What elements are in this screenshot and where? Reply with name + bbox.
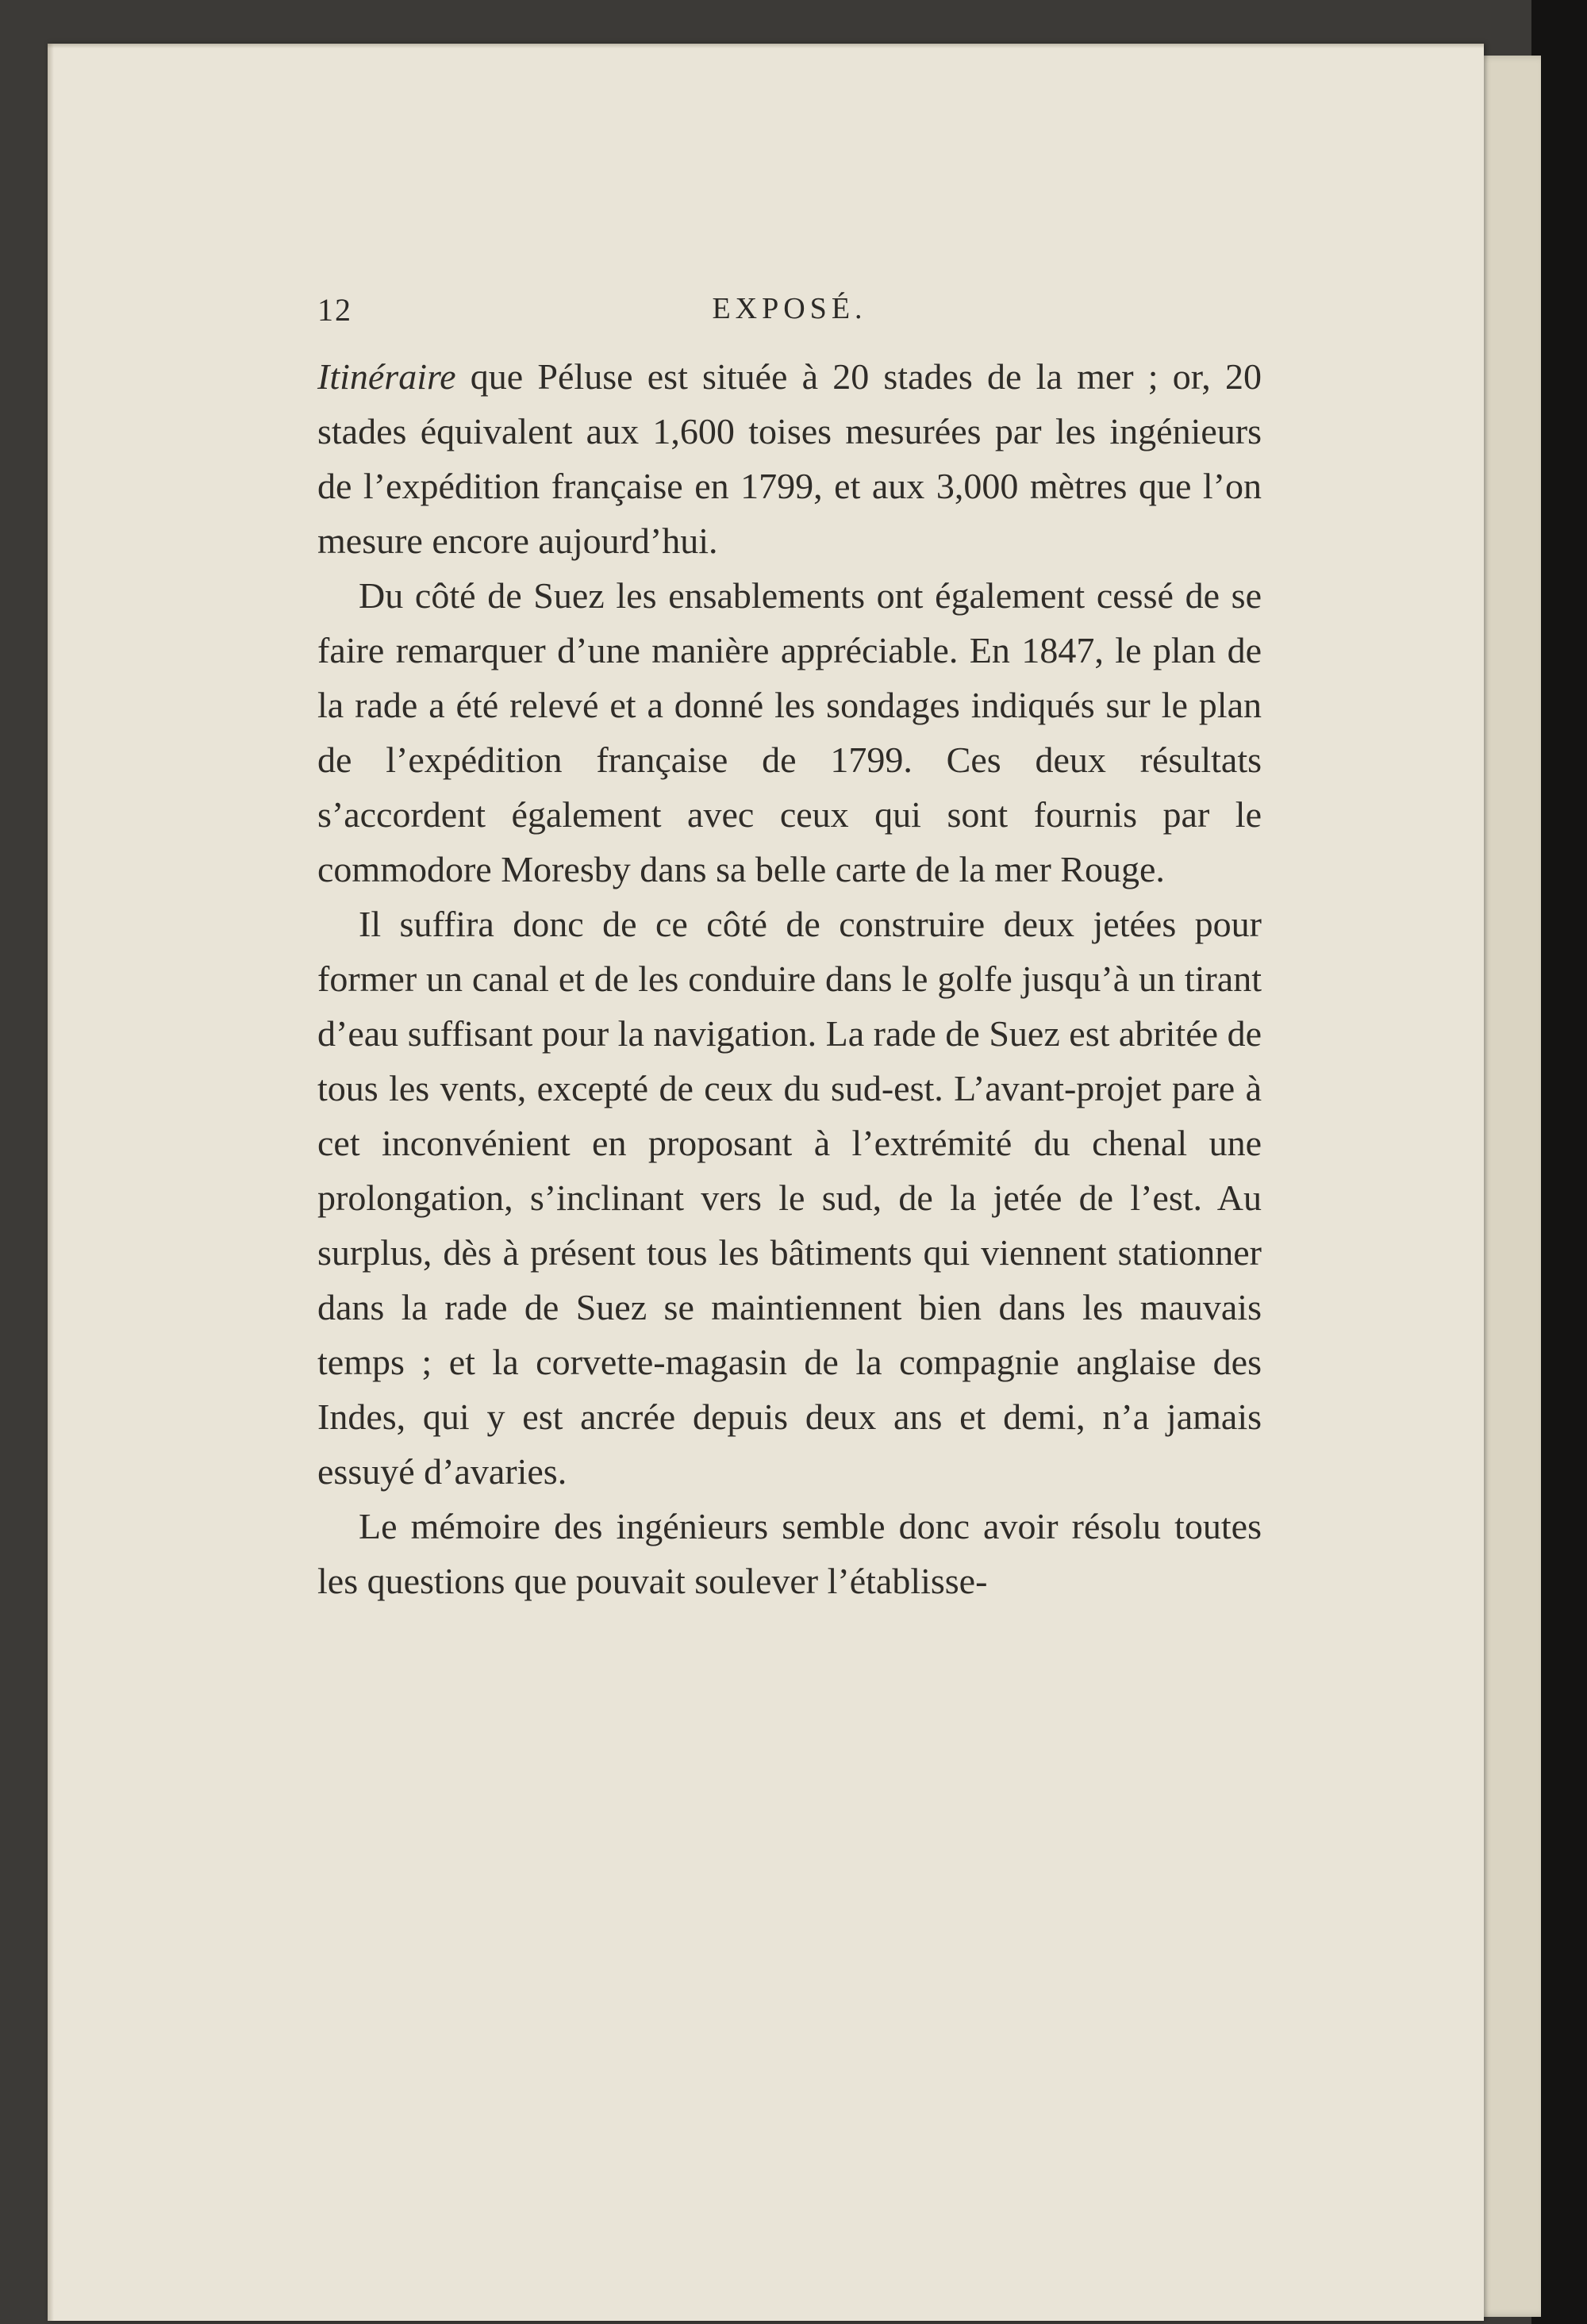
body-text xyxy=(317,349,1262,1608)
paragraph-4: Le mémoire des ingénieurs semble donc avoir résolu toutes les questions que pouvait soulever l’établisse- xyxy=(317,1506,1262,1601)
running-head: EXPOSÉ. xyxy=(712,292,867,325)
italic-lead-word: Itinéraire xyxy=(317,356,456,397)
page-edge-shadow xyxy=(48,44,54,2321)
page-number: 12 xyxy=(317,292,352,328)
page-top-shadow xyxy=(48,44,1484,48)
paragraph-1 xyxy=(317,349,1262,568)
paragraph-3: Il suffira donc de ce côté de construire deux jetées pour former un canal et de les conduire dans le golfe jusqu’à un tirant d’eau suffisant pour la navigation. La rade de Suez est abritée de tous les vents, excepté de ceux du sud-est. L’avant-projet pare à cet inconvénient en proposant à l’extrémité du chenal une prolongation, s’inclinant vers le sud, de la jetée de l’est. Au surplus, dès à présent tous les bâtiments qui viennent stationner dans la rade de Suez se maintiennent bien dans les mauvais temps ; et la corvette-magasin de la compagnie anglaise des Indes, qui y est ancrée depuis deux ans et demi, n’a jamais essuyé d’avaries. xyxy=(317,904,1262,1492)
page-header xyxy=(317,291,1262,347)
paragraph-1-text: que Péluse est située à 20 stades de la mer ; or, 20 stades équivalent aux 1,600 toises mesurées par les ingénieurs de l’expédition française en 1799, et aux 3,000 mètres que l’on mesure encore aujourd’hui. xyxy=(317,356,1262,561)
paragraph-2: Du côté de Suez les ensablements ont également cessé de se faire remarquer d’une manière appréciable. En 1847, le plan de la rade a été relevé et a donné les sondages indiqués sur le plan de l’expédition française de 1799. Ces deux résultats s’accordent également avec ceux qui sont fournis par le commodore Moresby dans sa belle carte de la mer Rouge. xyxy=(317,575,1262,889)
